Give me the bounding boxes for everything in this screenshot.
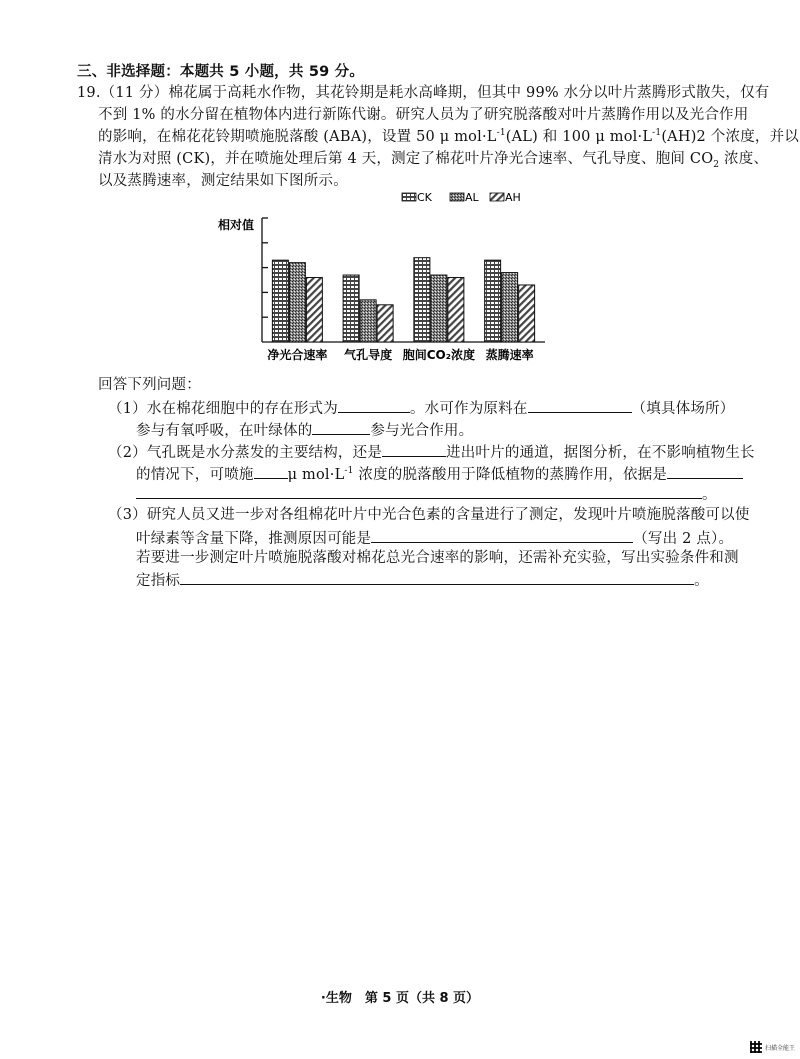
- part1-line2: [136, 420, 473, 440]
- part3-text-d: 若要进一步测定叶片喷施脱落酸对棉花总光合速率的影响，还需补充实验，写出实验条件和测: [136, 550, 739, 566]
- part3-number: （3）: [108, 507, 147, 523]
- part2-text-d: μ mol·L: [287, 467, 345, 483]
- part3-text-c: （写出 2 点）。: [633, 531, 734, 547]
- bar-al-2: [431, 275, 447, 342]
- intro-text-3c: (AH)2 个浓度，并以: [661, 129, 799, 145]
- part1-number: （1）: [108, 401, 147, 417]
- intro-text-4b: 浓度、: [719, 151, 769, 167]
- qr-code-icon: [750, 1041, 762, 1053]
- intro-text-3b: (AL) 和 100 μ mol·L: [505, 129, 653, 145]
- legend-swatch-ah: [490, 193, 504, 201]
- bar-al-0: [289, 263, 305, 342]
- part2-text-e: 浓度的脱落酸用于降低植物的蒸腾作用，依据是: [353, 467, 668, 483]
- x-tick-label: 胞间CO₂浓度: [402, 348, 476, 362]
- x-tick-label: 气孔导度: [344, 348, 393, 362]
- part1-line1: [108, 398, 734, 418]
- intro-text-5: 以及蒸腾速率，测定结果如下图所示。: [98, 173, 348, 189]
- part1-text-e: 参与光合作用。: [370, 423, 474, 439]
- bar-ck-3: [485, 260, 501, 342]
- x-tick-label: 净光合速率: [267, 348, 328, 362]
- part2-end: 。: [702, 487, 717, 503]
- intro-sup-1: -1: [496, 128, 506, 139]
- part2-text-b: 进出叶片的通道，据图分析，在不影响植物生长: [446, 445, 755, 461]
- page-footer: ·生物 第 5 页（共 8 页）: [320, 991, 480, 1006]
- legend-swatch-al: [450, 193, 464, 201]
- intro-text-2: 不到 1% 的水分留在植物体内进行新陈代谢。研究人员为了研究脱落酸对叶片蒸腾作用以及光合作用: [98, 107, 749, 123]
- intro-text-3a: 的影响，在棉花花铃期喷施脱落酸 (ABA)，设置 50 μ mol·L: [98, 129, 497, 145]
- intro-sup-2: -1: [652, 128, 662, 139]
- question-line-4: [98, 150, 768, 168]
- part1-text-a: 水在棉花细胞中的存在形式为: [146, 401, 338, 417]
- legend-swatch-ck: [402, 193, 416, 201]
- part2-line3: [136, 484, 717, 504]
- legend-label-ck: CK: [417, 191, 432, 204]
- y-axis-label: 相对值: [218, 218, 255, 232]
- answer-prompt: 回答下列问题：: [98, 377, 201, 393]
- intro-sub-co2: 2: [713, 159, 720, 170]
- part2-blank-4[interactable]: [136, 484, 702, 499]
- question-number: 19.: [77, 85, 101, 101]
- intro-text-1: 棉花属于高耗水作物，其花铃期是耗水高峰期，但其中 99% 水分以叶片蒸腾形式散失，仅有: [168, 85, 770, 101]
- x-tick-label: 蒸腾速率: [485, 348, 534, 362]
- bar-al-3: [502, 273, 518, 342]
- part2-blank-2[interactable]: [254, 464, 288, 479]
- part2-text-c: 的情况下，可喷施: [136, 467, 254, 483]
- part3-line2: [136, 528, 733, 548]
- legend-label-al: AL: [465, 191, 479, 204]
- part3-blank-1[interactable]: [371, 528, 633, 543]
- part2-blank-1[interactable]: [382, 442, 446, 457]
- bar-ck-1: [343, 275, 359, 342]
- section-title: 三、非选择题：本题共 5 小题，共 59 分。: [77, 64, 365, 80]
- part3-text-a: 研究人员又进一步对各组棉花叶片中光合色素的含量进行了测定，发现叶片喷施脱落酸可以使: [146, 507, 750, 523]
- part3-end: 。: [694, 573, 709, 589]
- chart-legend: [402, 191, 521, 204]
- part2-line2: [136, 464, 743, 484]
- part1-blank-2[interactable]: [528, 398, 632, 413]
- part1-text-c: （填具体场所）: [631, 401, 735, 417]
- part3-line1: [108, 506, 750, 524]
- part2-sup: -1: [344, 466, 354, 477]
- part3-line4: [136, 570, 709, 590]
- part3-blank-2[interactable]: [180, 570, 694, 585]
- bar-al-1: [360, 300, 376, 342]
- question-score: （11 分）: [100, 85, 169, 101]
- part2-text-a: 气孔既是水分蒸发的主要结构，还是: [146, 445, 383, 461]
- part2-blank-3[interactable]: [667, 464, 743, 479]
- bar-chart: [190, 188, 550, 368]
- bar-ah-1: [377, 305, 393, 342]
- part1-text-b: 。水可作为原料在: [409, 401, 528, 417]
- legend-label-ah: AH: [505, 191, 521, 204]
- intro-text-4a: 清水为对照 (CK)，并在喷施处理后第 4 天，测定了棉花叶片净光合速率、气孔导度、胞间 CO: [98, 151, 714, 167]
- bar-ck-0: [272, 260, 288, 342]
- part3-text-b: 叶绿素等含量下降，推测原因可能是: [136, 531, 372, 547]
- part2-number: （2）: [108, 445, 147, 461]
- part1-blank-3[interactable]: [312, 420, 370, 435]
- bar-ah-3: [519, 285, 535, 342]
- question-line-3: [98, 128, 799, 146]
- part1-blank-1[interactable]: [338, 398, 410, 413]
- bar-ck-2: [414, 258, 430, 342]
- part3-text-e: 定指标: [136, 573, 181, 589]
- scanner-watermark: 扫描全能王: [765, 1045, 796, 1052]
- part2-line1: [108, 442, 755, 462]
- bar-ah-2: [448, 278, 464, 342]
- part1-text-d: 参与有氧呼吸，在叶绿体的: [136, 423, 313, 439]
- bar-ah-0: [306, 278, 322, 342]
- question-line-1: [77, 84, 769, 102]
